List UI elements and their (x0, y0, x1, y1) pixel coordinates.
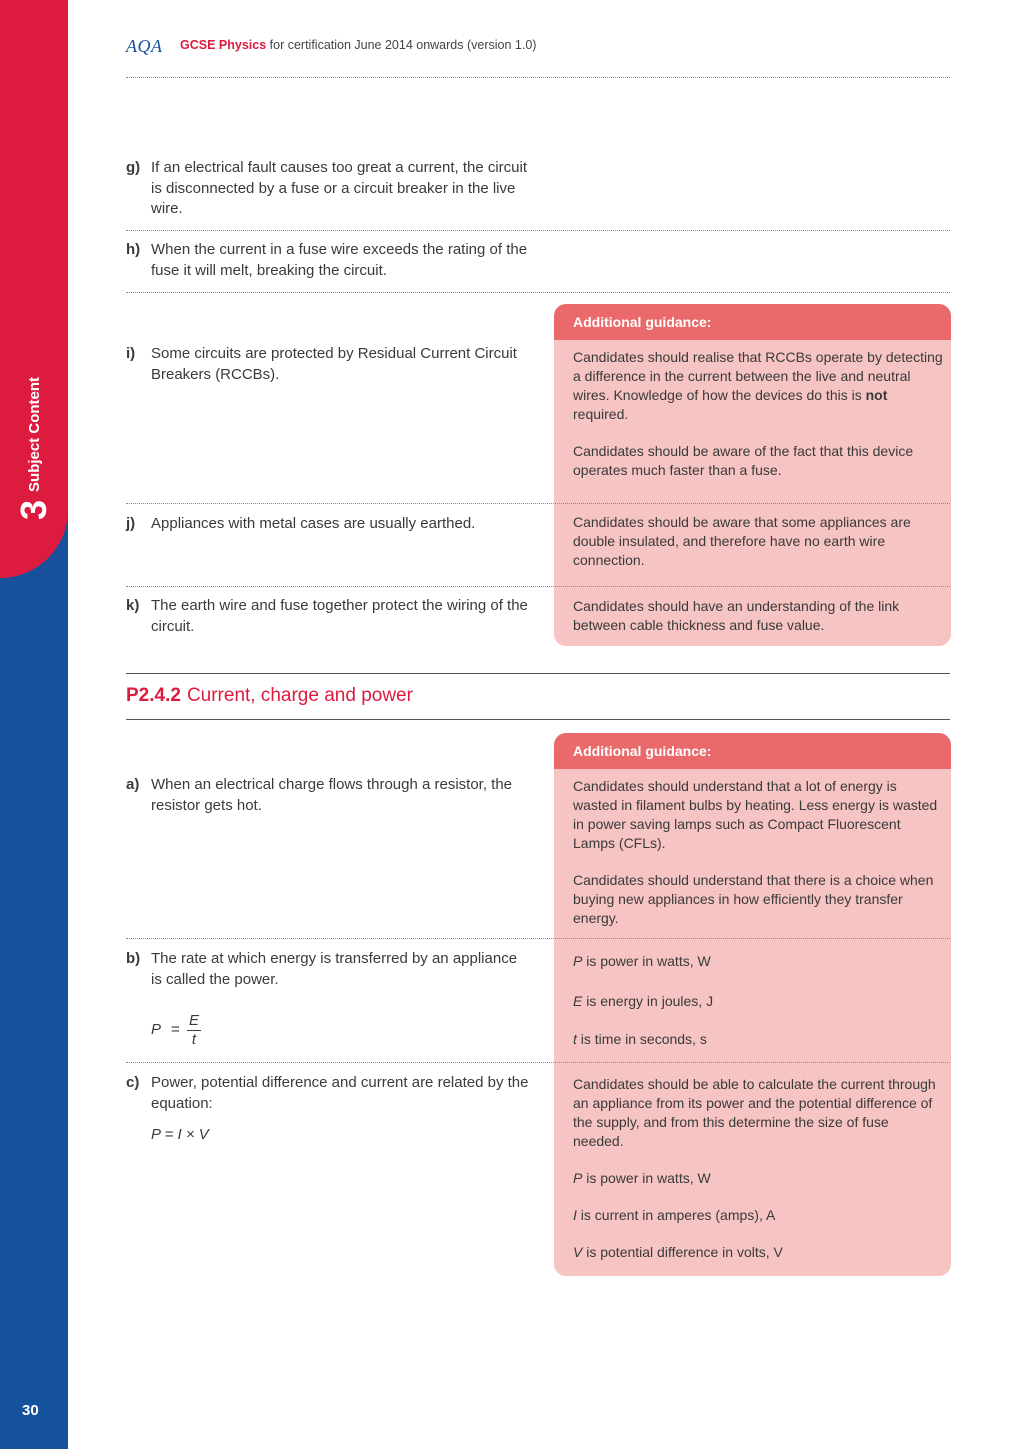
symbol-description: is current in amperes (amps), A (576, 1207, 776, 1223)
header-title-bold: GCSE Physics (180, 38, 267, 52)
item-letter: a) (126, 776, 140, 793)
guidance-heading: Additional guidance: (554, 304, 951, 340)
section-code: P2.4.2 (126, 685, 181, 706)
section-rule-bottom (126, 719, 950, 720)
header-title (180, 38, 536, 52)
item-text: When the current in a fuse wire exceeds the rating of the fuse it will melt, breaking the circuit. (151, 241, 528, 279)
list-item-c (126, 1073, 531, 1114)
guidance-emphasis: not (865, 387, 888, 403)
symbol-description: is time in seconds, s (576, 1031, 707, 1047)
guidance-symbol-line (573, 952, 943, 971)
page-number: 30 (22, 1402, 39, 1419)
section-name: Current, charge and power (186, 685, 413, 706)
power-current-formula: P = I × V (151, 1126, 209, 1143)
aqa-logo: AQA (126, 36, 163, 56)
list-item-j (126, 514, 531, 535)
guidance-symbol-line (573, 1243, 943, 1262)
item-letter: j) (126, 515, 136, 532)
list-item-g (126, 158, 531, 220)
item-text: The rate at which energy is transferred by an appliance is called the power. (151, 950, 518, 988)
item-text: Appliances with metal cases are usually earthed. (151, 515, 476, 532)
symbol: V (573, 1244, 583, 1260)
guidance-text-part: required. (573, 406, 629, 422)
guidance-symbol-line (573, 992, 943, 1011)
list-item-i (126, 344, 531, 385)
formula-numerator: E (188, 1012, 199, 1029)
item-letter: b) (126, 950, 141, 967)
symbol: I (573, 1207, 577, 1223)
guidance-paragraph: Candidates should be aware of the fact that this device operates much faster than a fuse. (573, 443, 914, 478)
divider (126, 1062, 950, 1063)
divider (126, 586, 950, 587)
item-letter: k) (126, 597, 140, 614)
sidebar (0, 0, 68, 1449)
item-text: The earth wire and fuse together protect the wiring of the circuit. (151, 597, 528, 635)
symbol-description: is potential difference in volts, V (582, 1244, 783, 1260)
guidance-text-a (573, 777, 943, 928)
guidance-text-k: Candidates should have an understanding of the link between cable thickness and fuse value. (573, 598, 900, 633)
formula-fraction (187, 1012, 201, 1049)
power-energy-formula (151, 1012, 231, 1052)
item-letter: c) (126, 1074, 140, 1091)
divider (126, 230, 950, 231)
guidance-heading: Additional guidance: (554, 733, 951, 769)
guidance-text-j: Candidates should be aware that some appliances are double insulated, and therefore have no earth wire connection. (573, 514, 911, 568)
list-item-k (126, 596, 531, 637)
section-title (126, 685, 413, 707)
guidance-paragraph: Candidates should understand that a lot of energy is wasted in filament bulbs by heating. Less energy is wasted in power saving lamps such as Compact Fluorescent Lamps (CFLs). (573, 778, 938, 851)
formula-equals: = (171, 1021, 180, 1038)
header-title-rest: for certification June 2014 onwards (version 1.0) (269, 38, 537, 52)
formula-denominator: t (191, 1031, 197, 1048)
symbol-description: is power in watts, W (582, 1170, 711, 1186)
guidance-text-b (573, 952, 943, 1049)
item-letter: h) (126, 241, 141, 258)
section-tab (14, 330, 54, 520)
item-text: Some circuits are protected by Residual Current Circuit Breakers (RCCBs). (151, 345, 517, 383)
symbol-description: is energy in joules, J (582, 993, 714, 1009)
divider (126, 938, 950, 939)
symbol: E (573, 993, 583, 1009)
list-item-a (126, 775, 531, 816)
divider (126, 292, 950, 293)
item-text: When an electrical charge flows through a resistor, the resistor gets hot. (151, 776, 513, 814)
item-letter: g) (126, 159, 141, 176)
guidance-paragraph: Candidates should be able to calculate the current through an appliance from its power and the potential difference of the supply, and from this determine the size of fuse needed. (573, 1076, 936, 1149)
guidance-text-c (573, 1075, 943, 1262)
guidance-symbol-line (573, 1206, 943, 1225)
section-rule-top (126, 673, 950, 674)
page-header (126, 36, 950, 78)
divider (126, 503, 950, 504)
section-label: Subject Content (25, 376, 43, 492)
list-item-b (126, 949, 531, 990)
item-text: If an electrical fault causes too great a current, the circuit is disconnected by a fuse or a circuit breaker in the live wire. (151, 159, 528, 217)
symbol: t (573, 1031, 577, 1047)
item-text: Power, potential difference and current are related by the equation: (151, 1074, 529, 1112)
guidance-text-part: Candidates should realise that RCCBs operate by detecting a difference in the current between the live and neutral wires. Knowledge of how the devices do this is (573, 349, 943, 403)
guidance-text-i (573, 348, 943, 480)
formula-lhs: P (151, 1021, 162, 1038)
symbol: P (573, 953, 583, 969)
guidance-paragraph: Candidates should understand that there is a choice when buying new appliances in how efficiently they transfer energy. (573, 872, 934, 926)
guidance-symbol-line (573, 1030, 943, 1049)
list-item-h (126, 240, 531, 281)
item-letter: i) (126, 345, 136, 362)
section-number: 3 (13, 499, 54, 520)
guidance-paragraph (573, 348, 943, 424)
symbol-description: is power in watts, W (582, 953, 711, 969)
symbol: P (573, 1170, 583, 1186)
guidance-symbol-line (573, 1169, 943, 1188)
